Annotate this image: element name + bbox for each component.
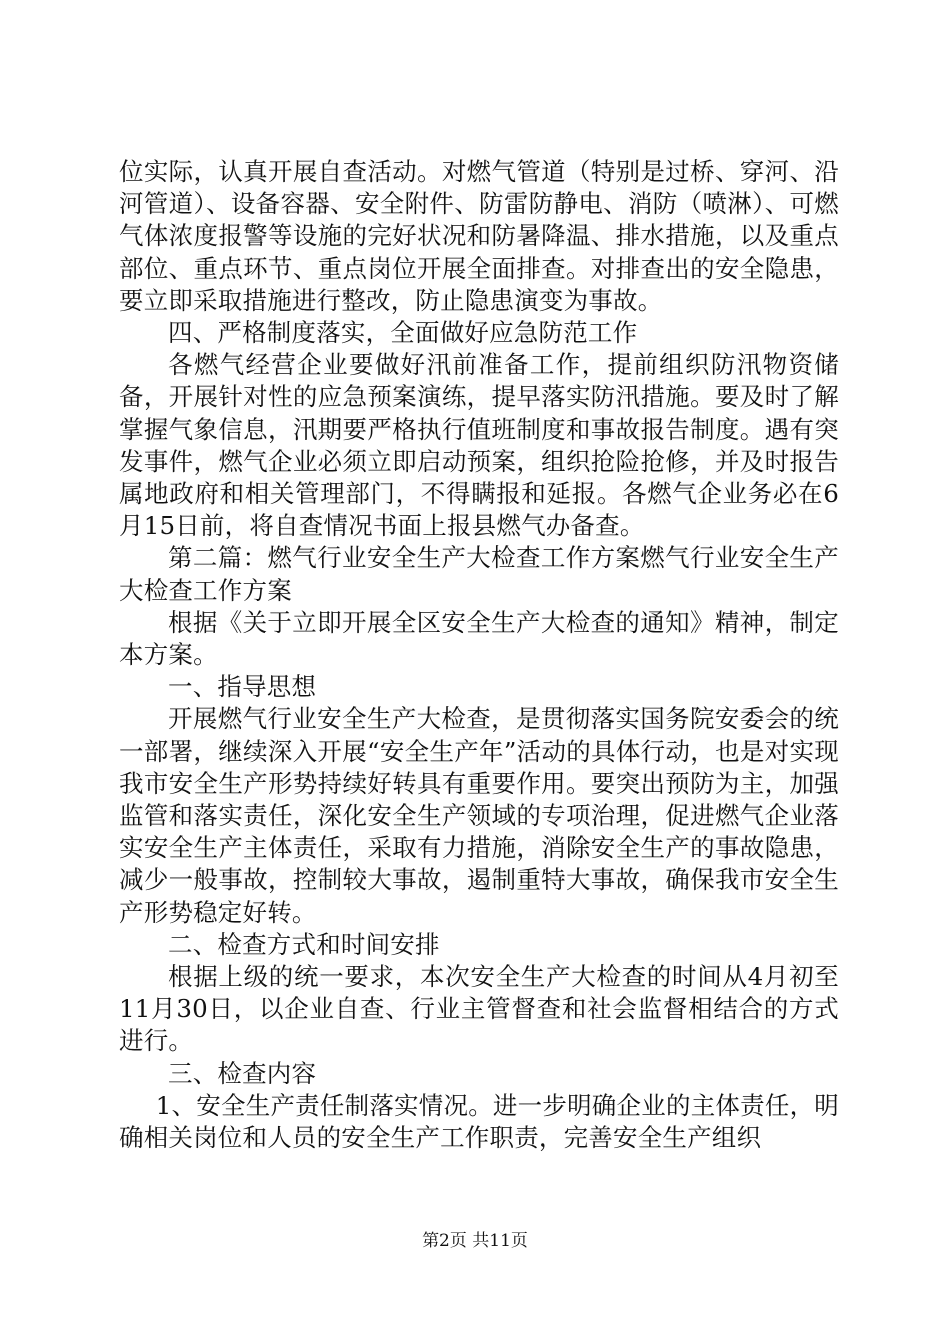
paragraph-guiding-thought: 开展燃气行业安全生产大检查，是贯彻落实国务院安委会的统一部署，继续深入开展“安全生产年”活动的具体行动，也是对实现我市安全生产形势持续好转具有重要作用。要突出预防为主，加强监管和落实责任，深化安全生产领域的专项治理，促进燃气企业落实安全生产主体责任，采取有力措施，消除安全生产的事故隐患，减少一般事故，控制较大事故，遏制重特大事故，确保我市安全生产形势稳定好转。 [119, 704, 839, 927]
paragraph-schedule: 根据上级的统一要求，本次安全生产大检查的时间从4月初至11月30日，以企业自查、行业主管督查和社会监督相结合的方式进行。 [119, 962, 839, 1056]
paragraph-basis: 根据《关于立即开展全区安全生产大检查的通知》精神，制定本方案。 [119, 607, 839, 670]
section-heading-two: 二、检查方式和时间安排 [168, 929, 440, 959]
paragraph-continuation: 位实际，认真开展自查活动。对燃气管道（特别是过桥、穿河、沿河管道）、设备容器、安全附件、防雷防静电、消防（喷淋）、可燃气体浓度报警等设施的完好状况和防暑降温、排水措施，以及重点部位、重点环节、重点岗位开展全面排查。对排查出的安全隐患，要立即采取措施进行整改，防止隐患演变为事故。 [119, 157, 839, 315]
chapter-title-two: 第二篇：燃气行业安全生产大检查工作方案燃气行业安全生产大检查工作方案 [119, 543, 839, 605]
section-heading-four: 四、严格制度落实，全面做好应急防范工作 [168, 318, 638, 348]
section-heading-three: 三、检查内容 [168, 1058, 317, 1088]
paragraph-emergency: 各燃气经营企业要做好汛前准备工作，提前组织防汛物资储备，开展针对性的应急预案演练，提早落实防汛措施。要及时了解掌握气象信息，汛期要严格执行值班制度和事故报告制度。遇有突发事件，燃气企业必须立即启动预案，组织抢险抢修，并及时报告属地政府和相关管理部门，不得瞒报和延报。各燃气企业务必在6月15日前，将自查情况书面上报县燃气办备查。 [119, 350, 839, 541]
document-body [119, 156, 839, 1154]
page-footer: 第2页 共11页 [422, 1231, 528, 1251]
paragraph-item-one: 1、安全生产责任制落实情况。进一步明确企业的主体责任，明确相关岗位和人员的安全生产工作职责，完善安全生产组织 [119, 1090, 839, 1153]
section-heading-one: 一、指导思想 [168, 672, 317, 702]
